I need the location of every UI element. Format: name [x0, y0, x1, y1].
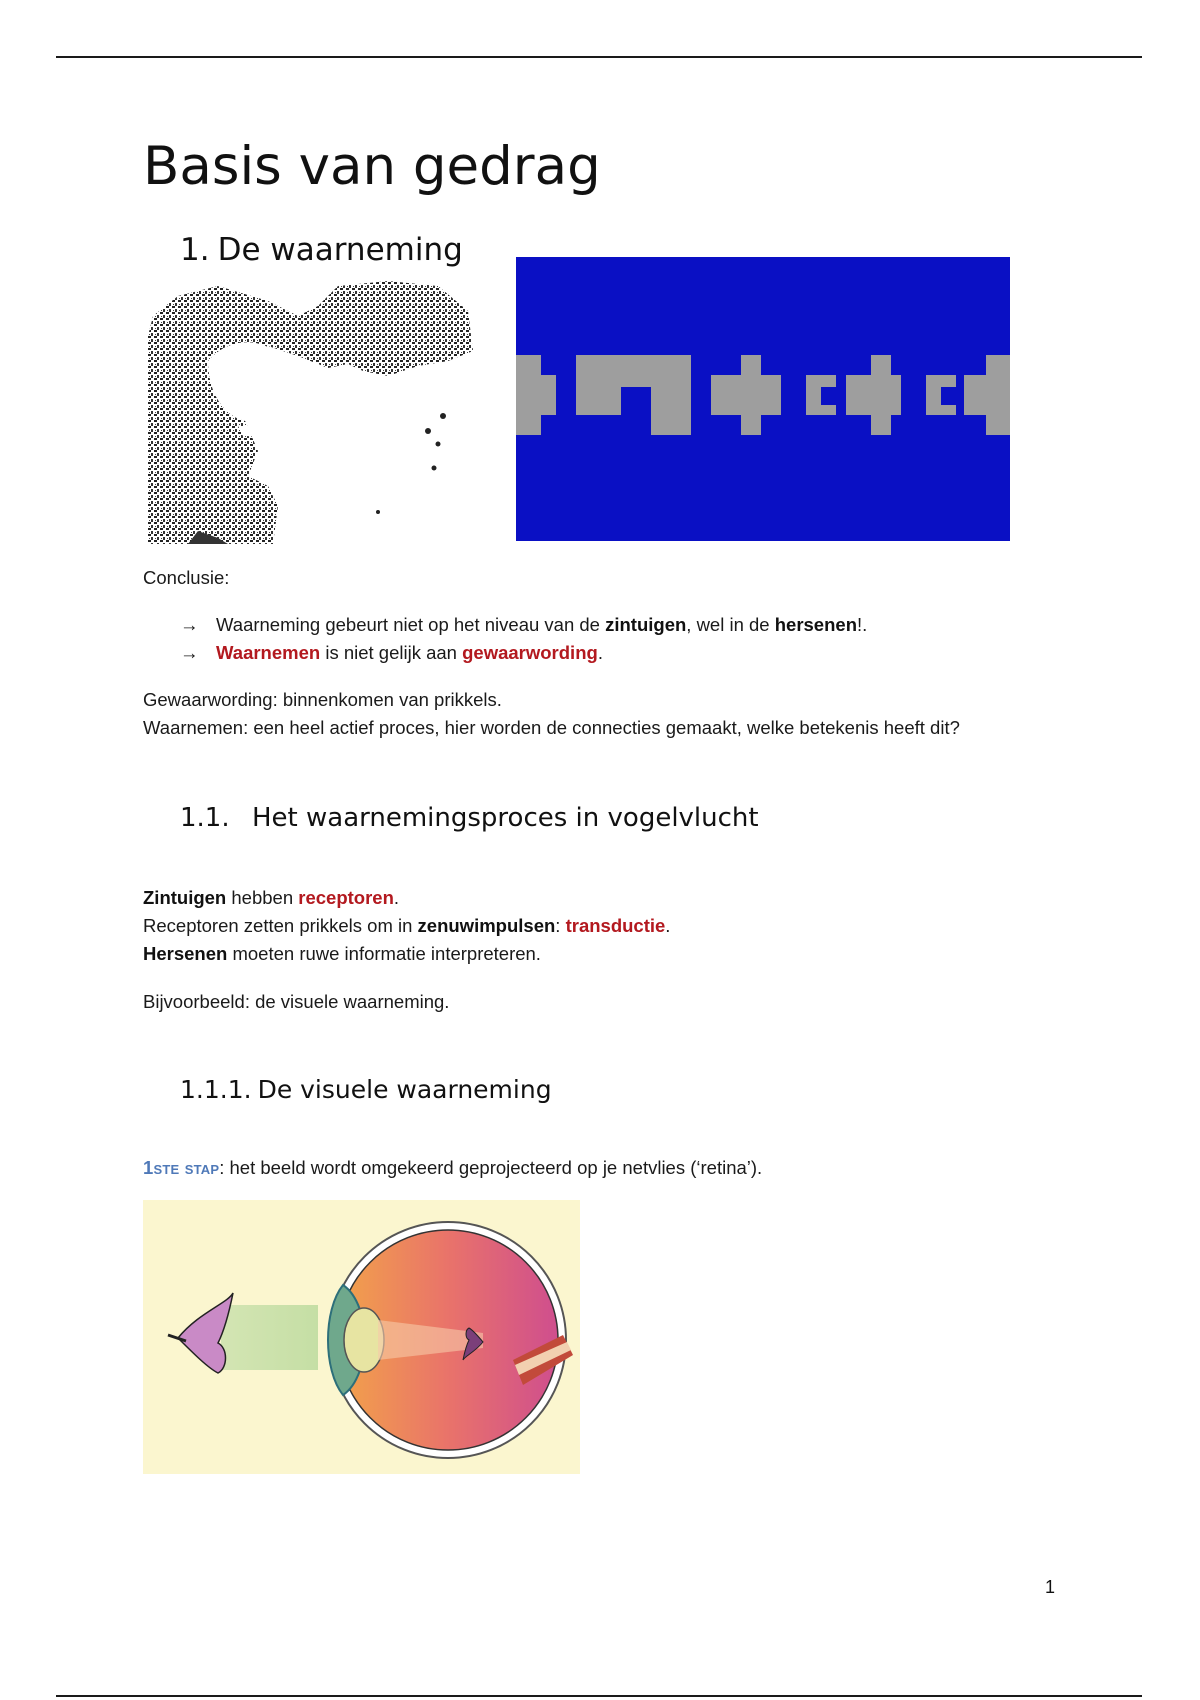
section-number: 1.1.1.	[180, 1075, 252, 1104]
list-item	[180, 639, 867, 667]
example-text: Bijvoorbeeld: de visuele waarneming.	[143, 991, 450, 1012]
definitions	[143, 686, 960, 742]
page-number: 1	[1045, 1577, 1056, 1597]
section-number: 1.1.	[180, 803, 230, 833]
text: :	[555, 915, 566, 936]
section-heading-1	[180, 232, 463, 268]
highlight-term: gewaarwording	[462, 642, 598, 663]
list-item	[180, 611, 867, 639]
definition-gewaarwording: Gewaarwording: binnenkomen van prikkels.	[143, 689, 502, 710]
text-line	[143, 884, 670, 912]
arrow-icon: →	[180, 642, 199, 663]
bottom-rule	[56, 1695, 1142, 1697]
eye-projection-image	[143, 1200, 580, 1474]
conclusion-list	[180, 611, 867, 667]
section-heading-1-1-1	[180, 1075, 552, 1104]
definition-waarnemen: Waarnemen: een heel actief proces, hier worden de connecties gemaakt, welke betekenis heeft dit?	[143, 717, 960, 738]
highlight-term: receptoren	[298, 887, 394, 908]
section-heading-1-1	[180, 803, 759, 833]
text: hebben	[226, 887, 299, 908]
text-line	[143, 940, 670, 968]
document-title: Basis van gedrag	[143, 136, 601, 197]
step-description: : het beeld wordt omgekeerd geprojecteerd op je netvlies (‘retina’).	[219, 1157, 763, 1178]
bold-term: hersenen	[774, 614, 857, 635]
highlight-term: Waarnemen	[216, 642, 321, 663]
occluded-shapes-image	[516, 257, 1010, 541]
section-title: Het waarnemingsproces in vogelvlucht	[252, 803, 759, 833]
bold-term: zenuwimpulsen	[417, 915, 556, 936]
text: .	[597, 642, 603, 663]
step-label: 1ste stap	[143, 1157, 220, 1178]
dalmatian-illusion-image	[148, 276, 498, 544]
step-1-text	[143, 1154, 762, 1182]
bold-term: zintuigen	[605, 614, 687, 635]
text: moeten ruwe informatie interpreteren.	[227, 943, 541, 964]
text: Waarneming gebeurt niet op het niveau van de	[216, 614, 606, 635]
bold-term: Hersenen	[143, 943, 228, 964]
text: .	[665, 915, 671, 936]
section-title: De waarneming	[217, 232, 463, 268]
text: !.	[857, 614, 868, 635]
arrow-icon: →	[180, 614, 199, 635]
conclusion-label: Conclusie:	[143, 567, 230, 588]
text-line	[143, 912, 670, 940]
top-rule	[56, 56, 1142, 58]
section-title: De visuele waarneming	[257, 1075, 552, 1104]
text: .	[393, 887, 400, 908]
bold-term: Zintuigen	[143, 887, 227, 908]
text: Receptoren zetten prikkels om in	[143, 915, 418, 936]
highlight-term: transductie	[565, 915, 666, 936]
text: is niet gelijk aan	[320, 642, 463, 663]
text: , wel in de	[686, 614, 775, 635]
zintuigen-paragraph	[143, 884, 670, 968]
section-number: 1.	[180, 232, 210, 268]
